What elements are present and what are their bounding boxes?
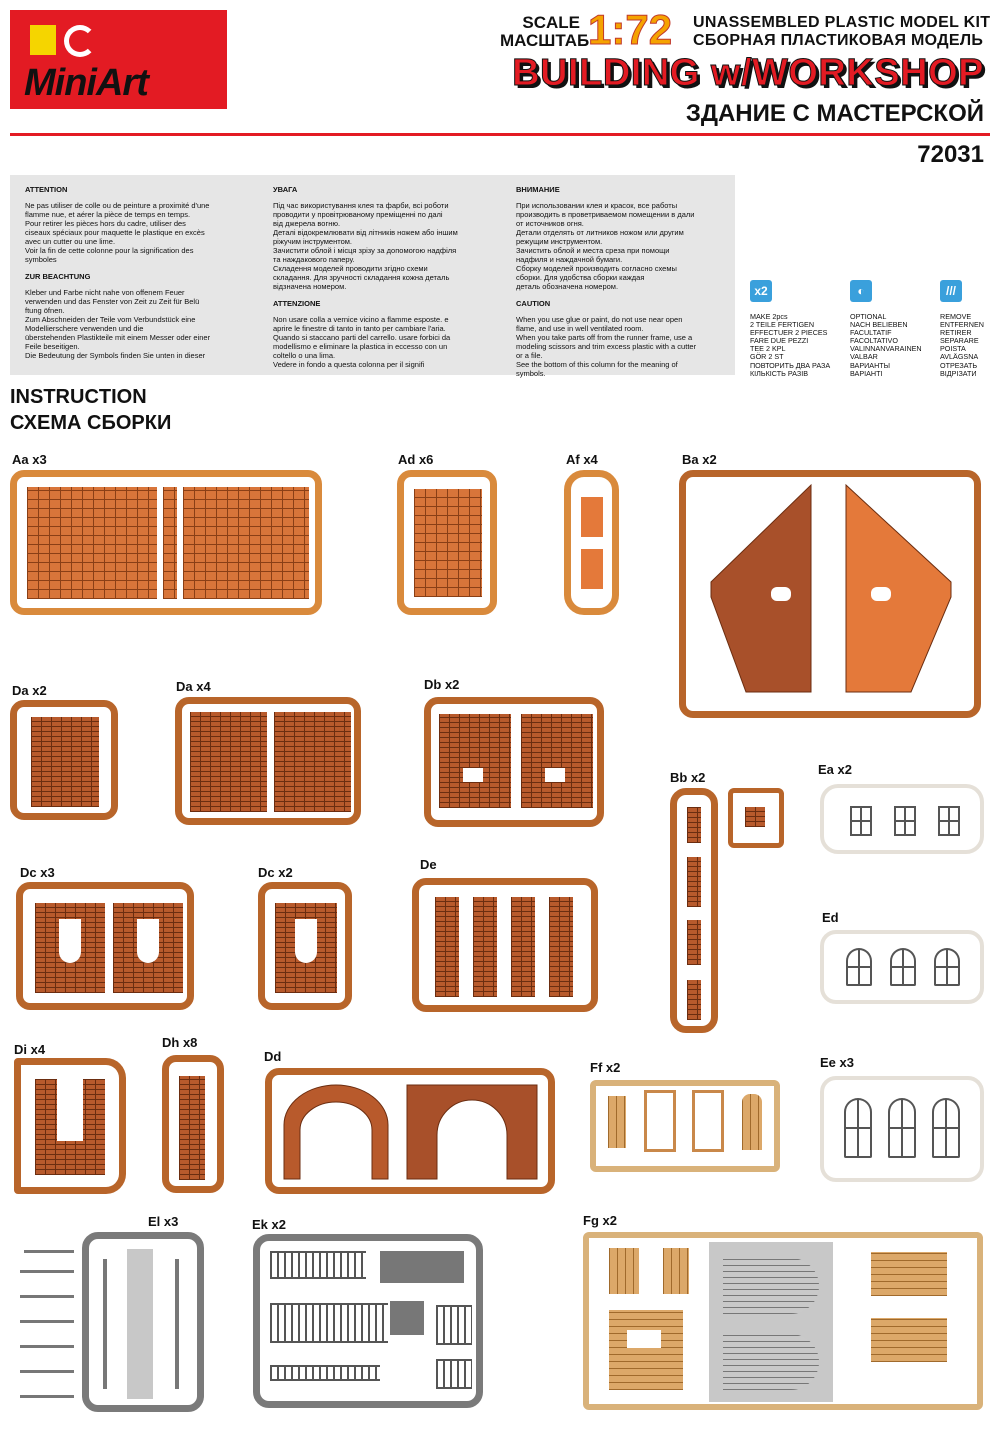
kit-type-en: UNASSEMBLED PLASTIC MODEL KIT [693,14,991,31]
warning-heading: УВАГА [273,185,298,194]
remove-icon: /// [940,280,962,302]
header-divider [10,133,990,136]
fence-part [270,1303,388,1343]
tall-arched-window-part [932,1098,960,1158]
sprue-label-da4: Da x4 [176,679,211,694]
brick-wall-part [31,717,99,807]
brand-name: MiniArt [24,62,148,104]
sprue-label-dh: Dh x8 [162,1035,198,1050]
sprue-bb [670,788,718,1033]
sprue-dc2 [258,882,352,1010]
grey-roof-part [723,1334,819,1390]
sprue-label-ba: Ba x2 [682,452,717,467]
optional-icon: ◐ [850,280,872,302]
sprue-dd [265,1068,555,1194]
sprue-ed [820,930,984,1004]
sprue-label-el: El x3 [148,1214,179,1229]
door-part [608,1096,626,1148]
warning-heading: ВНИМАНИЕ [516,185,560,194]
sprue-ad [397,470,497,615]
wood-panel-part [871,1252,947,1296]
scale-label-en: SCALE [522,13,580,32]
brick-door-wall-part [35,903,105,993]
warning-text: Ne pas utiliser de colle ou de peinture a proximité d'une flamme nue, et aérer la pièce de temps en temps. Pour retirer les pièces hors du cadre, utiliser des ciseaux spéciaux pour maquette le plastique en excès avec un cutter ou une lime. Voir la fin de cette colonne pour la signification des symboles [25,201,210,264]
sprue-label-di: Di x4 [14,1042,46,1057]
sprue-label-af: Af x4 [566,452,598,467]
sprue-dc3 [16,882,194,1010]
make-two-icon: x2 [750,280,772,302]
instruction-title-en: INSTRUCTION [10,386,147,408]
door-part [742,1094,762,1150]
brick-door-wall-part [113,903,183,993]
gable-parts [686,477,974,711]
sprue-label-ed: Ed [822,910,839,925]
brick-strip-part [511,897,535,997]
sprue-label-da2: Da x2 [12,683,47,698]
tall-arched-window-part [844,1098,872,1158]
grate-part [270,1365,380,1381]
sprue-label-dd: Dd [264,1049,282,1064]
panel-part [390,1301,424,1335]
kit-number: 72031 [917,141,984,168]
ladder-part [127,1249,153,1399]
sprue-label-ee: Ee x3 [820,1055,854,1070]
warning-panel [10,175,735,378]
grey-roof-part [723,1258,819,1314]
pipe-part [103,1259,107,1389]
sprue-label-bb: Bb x2 [670,770,706,785]
brick-pillar-part [687,980,701,1020]
brick-u-wall-part [35,1079,105,1175]
sprue-el [82,1232,204,1412]
sprue-ba [679,470,981,718]
warning-heading: ZUR BEACHTUNG [25,272,91,281]
warning-heading: ATTENTION [25,185,68,194]
sprue-label-dc3: Dc x3 [20,865,55,880]
sprue-label-ea: Ea x2 [818,762,852,777]
kit-type-ru: СБОРНАЯ ПЛАСТИКОВАЯ МОДЕЛЬ [693,32,984,49]
sprue-bb-chimney [728,788,784,848]
loose-pipe-parts [14,1240,80,1410]
sprue-di [14,1058,126,1194]
brick-strip-part [435,897,459,997]
sprue-db [424,697,604,827]
sprue-ee [820,1076,984,1182]
sprue-ek [253,1234,483,1408]
roof-tile-part [183,487,309,599]
brick-wall-part [439,714,511,808]
warning-column-3 [516,185,734,386]
railing-part [436,1305,472,1345]
brick-pillar-part [687,857,701,907]
tall-arched-window-part [888,1098,916,1158]
sprue-de [412,878,598,1012]
warning-heading: ATTENZIONE [273,299,321,308]
wood-plank-part [609,1248,639,1294]
kit-type [693,14,990,50]
title-ru: ЗДАНИЕ С МАСТЕРСКОЙ [685,100,984,127]
sprue-af [564,470,619,615]
warning-column-2 [273,185,491,377]
arch-wall-parts [272,1075,548,1187]
brick-strip-part [473,897,497,997]
sprue-label-de: De [420,857,437,872]
chimney-part [581,549,603,589]
panel-part [380,1251,464,1283]
wood-panel-part [871,1318,947,1362]
sprue-label-fg: Fg x2 [583,1213,617,1228]
door-frame-part [692,1090,724,1152]
arched-window-part [890,948,916,986]
sprue-label-dc2: Dc x2 [258,865,293,880]
arched-window-part [934,948,960,986]
symbol-legend-remove: REMOVE ENTFERNEN RETIRER SEPARARE POISTA AVLÄGSNA ОТРЕЗАТЬ ВІДРІЗАТИ [940,312,984,378]
sprue-da2 [10,700,118,820]
brick-door-wall-part [275,903,337,993]
symbol-legend-make-two: MAKE 2pcs 2 TEILE FERTIGEN EFFECTUER 2 PIECES FARE DUE PEZZI TEE 2 KPL GÖR 2 ST ПОВТОРИТЬ ДВА РАЗА КІЛЬКІСТЬ РАЗІВ [750,312,831,378]
warning-text: При использовании клея и красок, все работы производить в проветриваемом помещении в дали от источников огня. Детали отделять от литников ножом или другим режущим инструментом. Зачистить облой и места среза при помощи надфиля и наждачной бумаги. Сборку моделей производить согласно схемы сборки. Для удобства сборки каждая деталь обозначена номером. [516,201,695,291]
instruction-title-ru: СХЕМА СБОРКИ [10,412,172,434]
sprue-label-ek: Ek x2 [252,1217,286,1232]
roof-tile-part [414,489,482,597]
sprue-fg [583,1232,983,1410]
warning-text: When you use glue or paint, do not use near open flame, and use in well ventilated room. When you take parts off from the runner frame, use a modeling scissors and trim excess plastic with a cutter or a file. See the bottom of this column for the meaning of symbols. [516,315,697,378]
sprue-ff [590,1080,780,1172]
window-part [938,806,960,836]
miniart-logo [10,10,227,109]
railing-part [436,1359,472,1389]
sprue-dh [162,1055,224,1193]
warning-heading: CAUTION [516,299,551,308]
wood-floor-part [609,1310,683,1390]
warning-text: Під час використування клея та фарби, всі роботи проводити у провітрюваному преміщенні по далі від джерела вогню. Деталі відокремлювати від літників ножем або іншим ріжучим інструментом. Зачистити облой і місця зрізу за допомогою надфіля та наждакового паперу. Складення моделей проводити згідно схеми складання. Для зручності складання кожна деталь відзначена номером. [273,201,458,291]
window-part [850,806,872,836]
scale-label [500,13,590,50]
roof-tile-part [27,487,157,599]
sprue-aa [10,470,322,615]
window-part [894,806,916,836]
scale-label-ru: МАСШТАБ [500,31,590,50]
door-frame-part [644,1090,676,1152]
sprue-ea [820,784,984,854]
roof-ridge-part [163,487,177,599]
sprue-label-ff: Ff x2 [590,1060,621,1075]
brick-pillar-part [687,920,701,965]
instruction-title [10,384,171,436]
sprue-da4 [175,697,361,825]
chimney-part [581,497,603,537]
title-en: BUILDING w/WORKSHOP [512,52,984,94]
brick-pillar-part [687,807,701,843]
sprue-label-db: Db x2 [424,677,460,692]
wood-plank-part [663,1248,689,1294]
warning-column-1 [25,185,243,368]
warning-text: Kleber und Farbe nicht nahe von offenem Feuer verwenden und das Fenster von Zeit zu Zeit für Belü ftung öfnen. Zum Abschneiden der Teile vom Verbundstück eine Modellierschere verwenden und die überstehenden Plastikteile mit einem Messer oder einer Feile beseitigen. Die Bedeutung der Symbols finden Sie unten in dieser [25,288,211,360]
brick-strip-part [549,897,573,997]
brick-wall-part [274,712,351,812]
brick-wall-part [190,712,267,812]
chimney-cap-part [745,807,765,827]
symbol-legend-optional: OPTIONAL NACH BELIEBEN FACULTATIF FACOLTATIVO VALINNANVARAINEN VALBAR ВАРИАНТЫ ВАРІАНТІ [850,312,922,378]
warning-text: Non usare colla a vernice vicino a flamme esposte. e aprire le finestre di tanto in tanto per cambiare l'aria. Quando si staccano parti del carrello. usare forbici da modellismo e eliminare la plastica in eccesso con un coltello o una lima. Vedere in fondo a questa colonna per il signifi [273,315,451,369]
sprue-label-aa: Aa x3 [12,452,47,467]
brick-strip-part [179,1076,205,1180]
arched-window-part [846,948,872,986]
pipe-part [175,1259,179,1389]
brick-wall-part [521,714,593,808]
sprue-label-ad: Ad x6 [398,452,434,467]
fence-part [270,1251,366,1279]
scale-value: 1:72 [588,6,673,53]
